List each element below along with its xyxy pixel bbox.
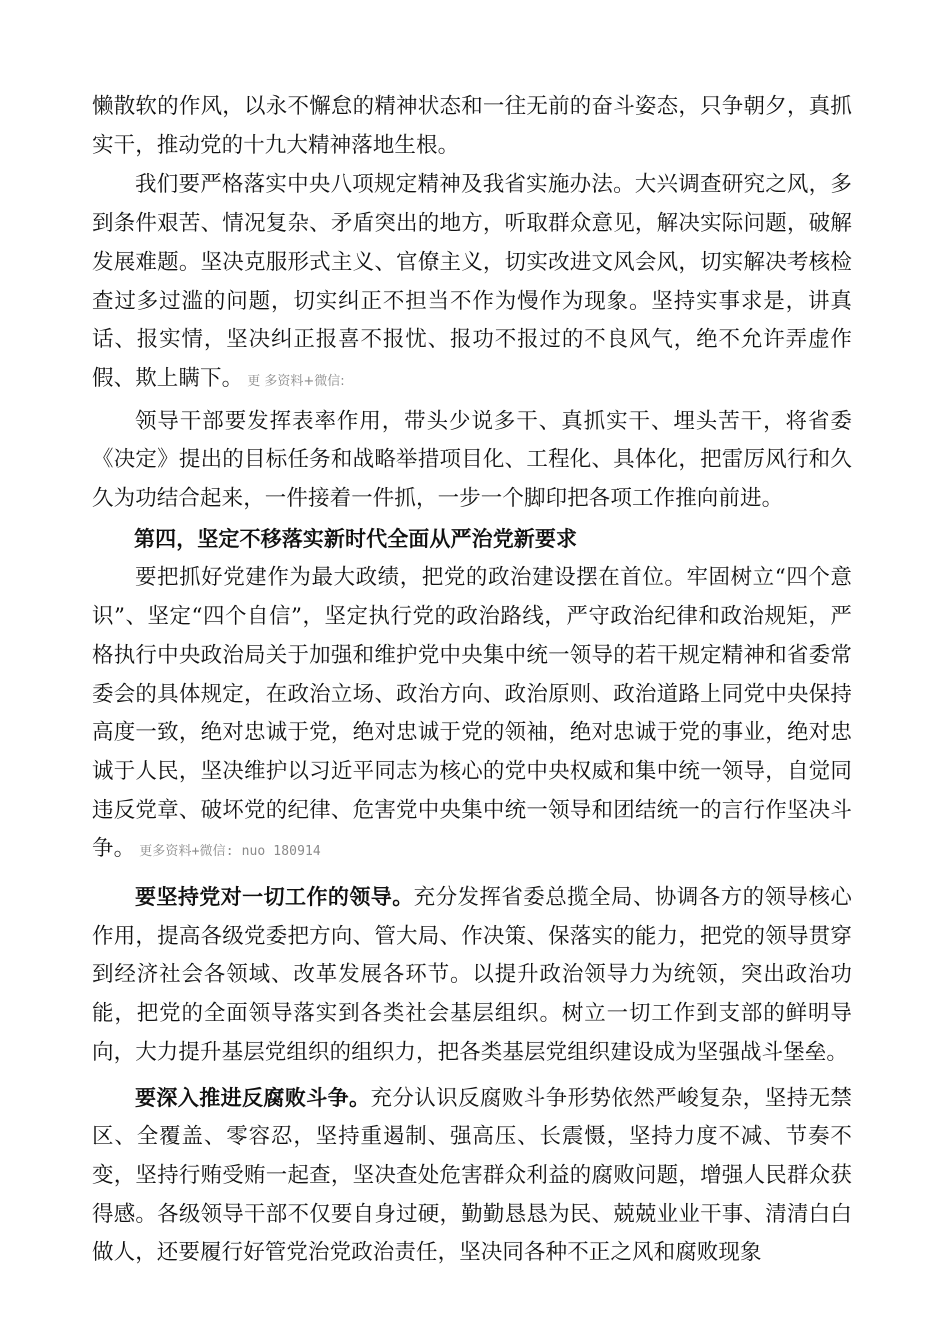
paragraph-party-leadership	[92, 878, 852, 1073]
section-heading: 第四，坚定不移落实新时代全面从严治党新要求	[134, 526, 578, 551]
paragraph-text: 我们要严格落实中央八项规定精神及我省实施办法。大兴调查研究之风，多到条件艰苦、情况复杂、矛盾突出的地方，听取群众意见，解决实际问题，破解发展难题。坚决克服形式主义、官僚主义，切实改进文风会风，切实解决考核检查过多过滥的问题，切实纠正不担当不作为慢作为现象。坚持实事求是，讲真话、报实情，坚决纠正报喜不报忧、报功不报过的不良风气，绝不允许弄虚作假、欺上瞒下。	[92, 172, 852, 391]
paragraph-leaders-role	[92, 403, 852, 519]
paragraph-text: 充分发挥省委总揽全局、协调各方的领导核心作用，提高各级党委把方向、管大局、作决策、保落实的能力，把党的领导贯穿到经济社会各领域、改革发展各环节。以提升政治领导力为统领，突出政治功能，把党的全面领导落实到各类社会基层组织。树立一切工作到支部的鲜明导向，大力提升基层党组织的组织力，把各类基层党组织建设成为坚强战斗堡垒。	[92, 885, 852, 1065]
paragraph-eight-rules	[92, 166, 852, 401]
paragraph-lead: 要坚持党对一切工作的领导。	[135, 885, 414, 910]
watermark-note: 更多资料+微信: nuo 180914	[139, 844, 321, 860]
paragraph-continuation	[92, 88, 852, 165]
paragraph-anti-corruption	[92, 1079, 852, 1274]
paragraph-lead: 要深入推进反腐败斗争。	[135, 1085, 371, 1110]
paragraph-text: 懒散软的作风，以永不懈怠的精神状态和一往无前的奋斗姿态，只争朝夕，真抓实干，推动党的十九大精神落地生根。	[92, 94, 852, 158]
paragraph-text: 领导干部要发挥表率作用，带头少说多干、真抓实干、埋头苦干，将省委《决定》提出的目标任务和战略举措项目化、工程化、具体化，把雷厉风行和久久为功结合起来，一件接着一件抓，一步一个脚印把各项工作推向前进。	[92, 408, 852, 512]
paragraph-text: 充分认识反腐败斗争形势依然严峻复杂，坚持无禁区、全覆盖、零容忍，坚持重遏制、强高压、长震慑，坚持力度不减、节奏不变，坚持行贿受贿一起查，坚决查处危害群众利益的腐败问题，增强人民群众获得感。各级领导干部不仅要自身过硬，勤勤恳恳为民、兢兢业业干事、清清白白做人，还要履行好管党治党政治责任，坚决同各种不正之风和腐败现象	[92, 1085, 852, 1266]
paragraph-party-building	[92, 559, 852, 872]
document-page	[92, 88, 852, 1274]
paragraph-text: 要把抓好党建作为最大政绩，把党的政治建设摆在首位。牢固树立“四个意识”、坚定“四个自信”，坚定执行党的政治路线，严守政治纪律和政治规矩，严格执行中央政治局关于加强和维护党中央集中统一领导的若干规定精神和省委常委会的具体规定，在政治立场、政治方向、政治原则、政治道路上同党中央保持高度一致，绝对忠诚于党，绝对忠诚于党的领袖，绝对忠诚于党的事业，绝对忠诚于人民，坚决维护以习近平同志为核心的党中央权威和集中统一领导，自觉同违反党章、破坏党的纪律、危害党中央集中统一领导和团结统一的言行作坚决斗争。	[92, 565, 852, 862]
watermark-note: 更 多资料+微信:	[247, 373, 345, 389]
